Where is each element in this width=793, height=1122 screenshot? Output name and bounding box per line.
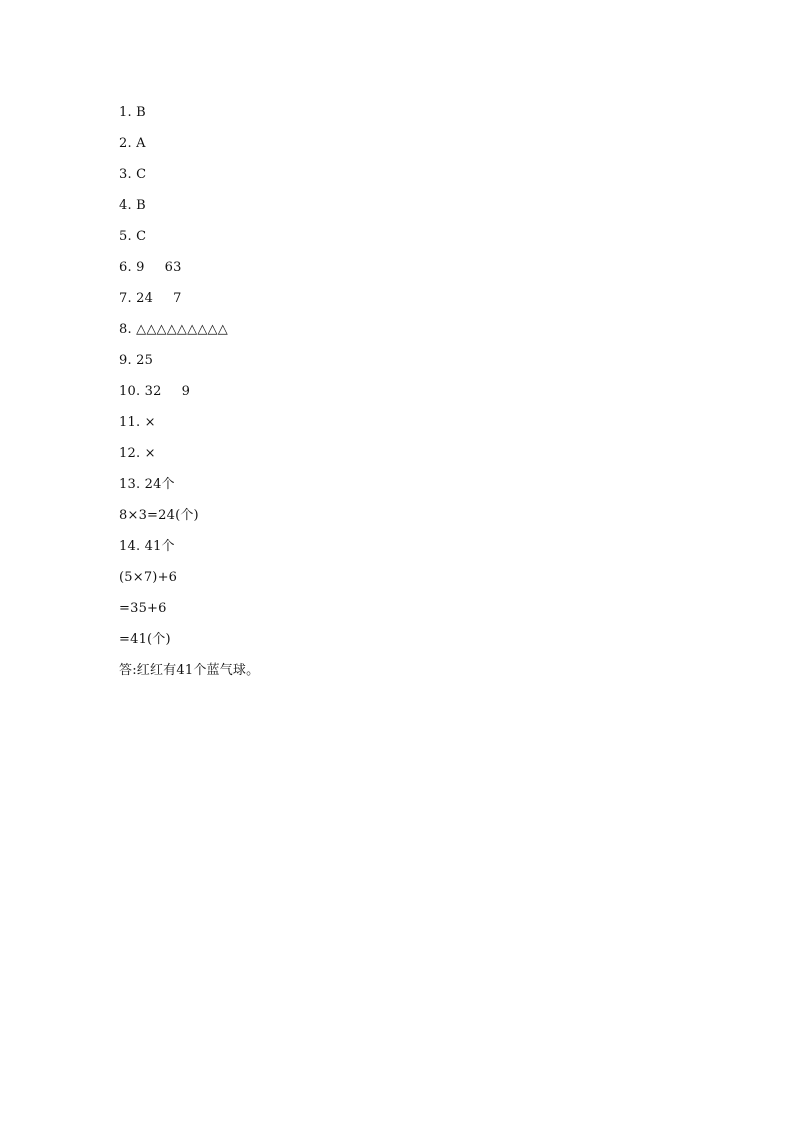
answer-line-2: 2. A — [119, 136, 146, 151]
answer-7-part-b: 7 — [173, 291, 182, 306]
answer-13-work: 8×3=24(个) — [119, 508, 199, 523]
answer-line-5: 5. C — [119, 229, 147, 244]
answer-line-1: 1. B — [119, 105, 146, 120]
answer-10-part-b: 9 — [181, 384, 191, 399]
answer-list — [119, 101, 679, 690]
answer-10-part-a: 10. 32 — [119, 384, 162, 399]
answer-14-final-sentence: 答:红红有41个蓝气球。 — [119, 663, 260, 678]
answer-line-3: 3. C — [119, 167, 147, 182]
answer-line-4: 4. B — [119, 198, 146, 213]
answer-line-9: 9. 25 — [119, 353, 154, 368]
answer-line-14: 14. 41个 — [119, 539, 175, 554]
answer-6-part-a: 6. 9 — [119, 260, 145, 275]
answer-line-6 — [119, 256, 679, 287]
answer-line-11: 11. × — [119, 415, 156, 430]
answer-line-10 — [119, 380, 679, 411]
answer-line-7 — [119, 287, 679, 318]
answer-14-step-1: (5×7)+6 — [119, 570, 178, 585]
answer-14-step-3: =41(个) — [119, 632, 171, 647]
answer-line-13: 13. 24个 — [119, 477, 175, 492]
answer-6-part-b: 63 — [164, 260, 182, 275]
answer-7-part-a: 7. 24 — [119, 291, 154, 306]
answer-line-12: 12. × — [119, 446, 156, 461]
answer-line-8: 8. △△△△△△△△△ — [119, 322, 228, 337]
answer-14-step-2: =35+6 — [119, 601, 167, 616]
